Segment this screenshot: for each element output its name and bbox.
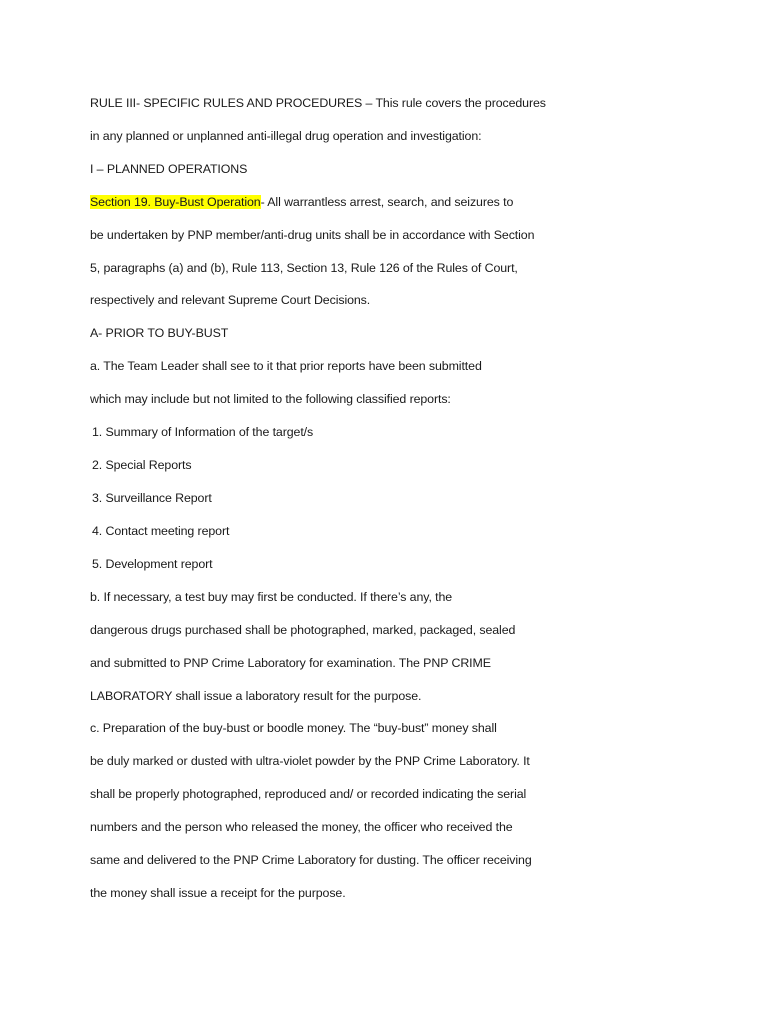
rule-heading-line-1: RULE III- SPECIFIC RULES AND PROCEDURES – This rule covers the procedures [90, 96, 546, 110]
item-b-line-4: LABORATORY shall issue a laboratory result for the purpose. [90, 689, 422, 703]
item-c-line-4: numbers and the person who released the money, the officer who received the [90, 820, 513, 834]
report-list-item: 4. Contact meeting report [92, 524, 230, 538]
item-c-line-3: shall be properly photographed, reproduced and/ or recorded indicating the serial [90, 787, 527, 801]
item-c-line-1: c. Preparation of the buy-bust or boodle money. The “buy-bust” money shall [90, 721, 497, 735]
report-list-item: 2. Special Reports [92, 458, 192, 472]
section19-line-1 [90, 194, 513, 210]
item-c-line-5: same and delivered to the PNP Crime Laboratory for dusting. The officer receiving [90, 853, 532, 867]
section19-line-4: respectively and relevant Supreme Court Decisions. [90, 293, 371, 307]
report-list-item: 1. Summary of Information of the target/s [92, 425, 314, 439]
section19-line-1-rest: - All warrantless arrest, search, and seizures to [260, 195, 514, 209]
rule-heading-line-2: in any planned or unplanned anti-illegal drug operation and investigation: [90, 129, 482, 143]
item-b-line-3: and submitted to PNP Crime Laboratory for examination. The PNP CRIME [90, 656, 491, 670]
item-c-line-6: the money shall issue a receipt for the purpose. [90, 886, 346, 900]
report-list-item: 3. Surveillance Report [92, 491, 212, 505]
item-c-line-2: be duly marked or dusted with ultra-violet powder by the PNP Crime Laboratory. It [90, 754, 530, 768]
section19-line-2: be undertaken by PNP member/anti-drug units shall be in accordance with Section [90, 228, 535, 242]
item-a-line-2: which may include but not limited to the following classified reports: [90, 392, 451, 406]
planned-operations-heading: I – PLANNED OPERATIONS [90, 162, 248, 176]
section19-title-highlight: Section 19. Buy-Bust Operation [90, 195, 261, 209]
section19-line-3: 5, paragraphs (a) and (b), Rule 113, Section 13, Rule 126 of the Rules of Court, [90, 261, 518, 275]
prior-to-buy-bust-heading: A- PRIOR TO BUY-BUST [90, 326, 229, 340]
item-b-line-1: b. If necessary, a test buy may first be conducted. If there’s any, the [90, 590, 453, 604]
item-b-line-2: dangerous drugs purchased shall be photographed, marked, packaged, sealed [90, 623, 516, 637]
report-list-item: 5. Development report [92, 557, 213, 571]
item-a-line-1: a. The Team Leader shall see to it that prior reports have been submitted [90, 359, 482, 373]
